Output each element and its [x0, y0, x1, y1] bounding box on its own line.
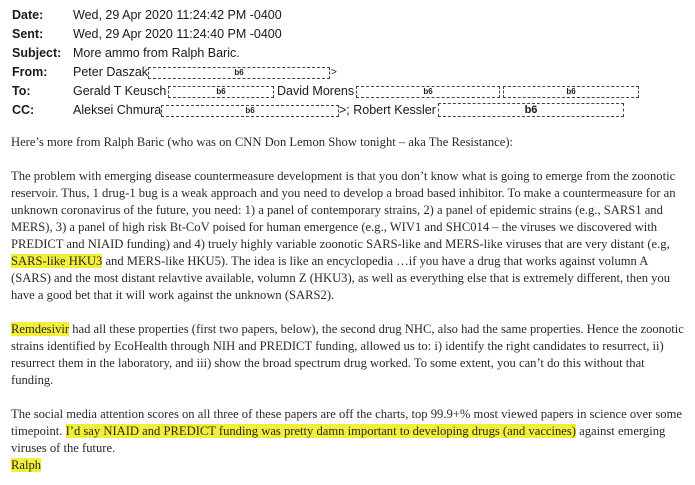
redaction-box: b6: [161, 105, 339, 117]
date-value: Wed, 29 Apr 2020 11:24:42 PM -0400: [73, 8, 282, 22]
to-name-2: David Morens: [277, 84, 355, 98]
redaction-box: b6: [356, 86, 500, 98]
highlight-hku3: SARS-like HKU3: [11, 254, 103, 268]
from-name: Peter Daszak: [73, 65, 149, 79]
cc-row: [0, 101, 695, 120]
subject-label: Subject:: [12, 46, 62, 60]
paragraph-2: [11, 321, 687, 389]
cc-name-1: Aleksei Chmura: [73, 103, 162, 117]
redaction-box: b6: [148, 67, 330, 79]
redaction-box: b6: [438, 103, 624, 117]
redaction-box: b6: [168, 86, 274, 98]
p2-text: had all these properties (first two papers, below), the second drug NHC, also had the same properties. Hence the zoonotic strains identified by EcoHealth through NIH and PREDICT funding, allowed us to: i) identify the right candidates to resurrect, ii) resurrect them in the laboratory, and iii) show the broad spectrum drug worked. To some extent, you can’t do this without that funding.: [11, 322, 684, 387]
intro-text: Here’s more from Ralph Baric (who was on CNN Don Lemon Show tonight – aka The Resistance):: [11, 135, 514, 149]
date-row: [0, 6, 695, 25]
to-label: To:: [12, 84, 31, 98]
to-name-1: Gerald T Keusch: [73, 84, 167, 98]
sent-value: Wed, 29 Apr 2020 11:24:40 PM -0400: [73, 27, 282, 41]
highlight-funding: I’d say NIAID and PREDICT funding was pretty damn important to developing drugs (and vaccines): [65, 424, 576, 438]
date-label: Date:: [12, 8, 44, 22]
redaction-box: b6: [503, 86, 639, 98]
to-row: [0, 82, 695, 101]
p1-text-a: The problem with emerging disease countermeasure development is that you don’t know what is going to emerge from the zoonotic reservoir. Thus, 1 drug-1 bug is a weak approach and you need to develop a broad based inhibitor. To make a countermeasure for an unknown coronavirus of the future, you need: 1) a panel of contemporary strains, 2) a panel of epidemic strains (e.g., SARS1 and MERS), 3) a panel of high risk Bt-CoV poised for human emergence (e.g., WIV1 and SHC014 – the viruses we discovered with PREDICT and NIAID funding) and 4) truely highly variable zoonotic SARS-like and MERS-like viruses that are very distant (e.g,: [11, 169, 676, 251]
sent-row: [0, 25, 695, 44]
email-body: [11, 134, 687, 474]
highlight-remdesivir: Remdesivir: [11, 322, 70, 336]
p3-text-b: against emerging viruses of the future.: [11, 424, 666, 455]
signature: Ralph: [11, 458, 42, 472]
p3-text-a: The social media attention scores on all three of these papers are off the charts, top 99.9+% most viewed papers in science over some timepoint.: [11, 407, 682, 438]
sent-label: Sent:: [12, 27, 44, 41]
cc-name-2: >; Robert Kessler: [339, 103, 436, 117]
from-label: From:: [12, 65, 48, 79]
subject-value: More ammo from Ralph Baric.: [73, 46, 240, 60]
paragraph-3: [11, 406, 687, 474]
from-row: [0, 63, 695, 82]
p1-text-b: and MERS-like HKU5). The idea is like an encyclopedia …if you have a drug that works against volumn A (SARS) and the most distant relavtive available, volumn Z (HKU3), as well as everything else that is extremely different, then you have a good bet that it will work against the unknown (SARS2).: [11, 254, 671, 302]
arrow-icon: >: [331, 67, 337, 78]
paragraph-1: [11, 168, 687, 304]
intro-paragraph: [11, 134, 687, 151]
subject-row: [0, 44, 695, 63]
cc-label: CC:: [12, 103, 35, 117]
